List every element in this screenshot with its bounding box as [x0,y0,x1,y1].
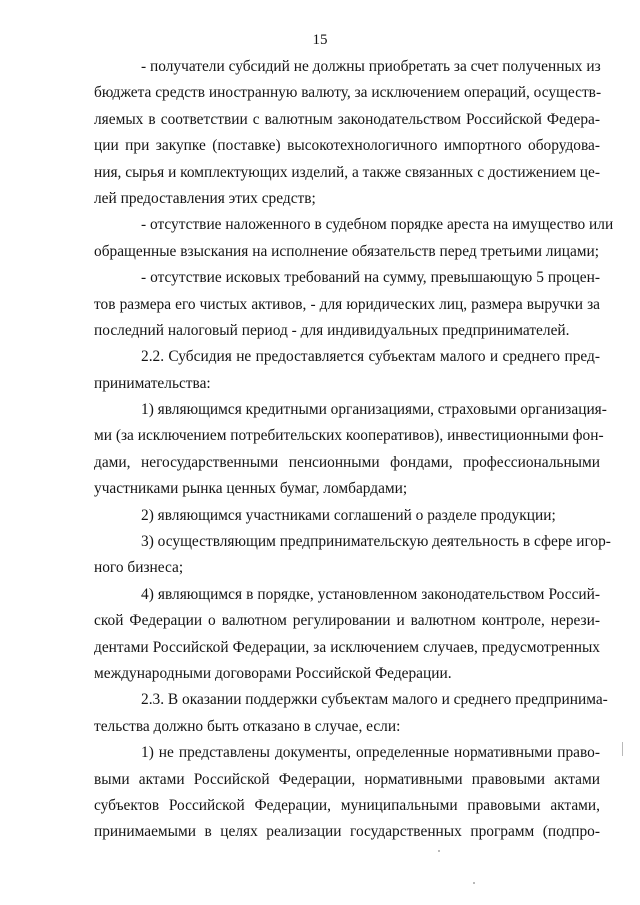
paragraph-line: ции при закупке (поставке) высокотехнологичного импортного оборудова- [94,137,600,155]
paragraph-line: бюджета средств иностранную валюту, за исключением операций, осуществ- [94,84,602,102]
paragraph-line: - отсутствие исковых требований на сумму, превышающую 5 процен- [141,269,600,287]
paragraph-line: принимаемыми в целях реализации государственных программ (подпро- [94,823,600,841]
paragraph [94,265,600,344]
paragraph-line: тов размера его чистых активов, - для юридических лиц, размера выручки за [94,295,600,313]
paragraph-line: ми (за исключением потребительских кооперативов), инвестиционными фон- [94,427,604,445]
paragraph-line: ного бизнеса; [94,559,184,577]
paragraph-line: обращенные взыскания на исполнение обязательств перед третьими лицами; [94,242,600,260]
paragraph [94,212,614,265]
paragraph-line: принимательства: [94,374,211,392]
paragraph-line: 2) являющимся участниками соглашений о разделе продукции; [141,506,556,524]
paragraph [94,740,600,846]
paragraph [94,582,600,688]
paragraph-line: ляемых в соответствии с валютным законодательством Российской Федера- [94,110,600,128]
paragraph-line: 2.2. Субсидия не предоставляется субъектам малого и среднего пред- [141,348,600,366]
paragraph-line: - отсутствие наложенного в судебном порядке ареста на имущество или [141,216,614,234]
scan-speck [438,850,440,852]
paragraph-line: тельства должно быть отказано в случае, если: [94,717,401,735]
scan-speck [473,882,475,884]
paragraph-line: последний налоговый период - для индивидуальных предпринимателей. [94,321,570,339]
paragraph [94,397,607,503]
paragraph-line: дентами Российской Федерации, за исключением случаев, предусмотренных [94,638,600,656]
page-number: 15 [312,32,328,48]
paragraph-line: 1) являющимся кредитными организациями, страховыми организация- [141,401,607,419]
paragraph-line: выми актами Российской Федерации, нормативными правовыми актами [94,770,600,788]
paragraph-line: международными договорами Российской Федерации. [94,664,452,682]
paragraph-line: субъектов Российской Федерации, муниципальными правовыми актами, [94,796,600,814]
paragraph [94,54,600,212]
paragraph-line: - получатели субсидий не должны приобретать за счет полученных из [141,58,601,75]
paragraph [94,503,600,529]
paragraph-line: 4) являющимся в порядке, установленном законодательством Россий- [141,585,600,603]
paragraph-line: участниками рынка ценных бумаг, ломбардами; [94,480,408,498]
scan-speck [622,742,623,756]
paragraph [94,529,611,582]
document-body [94,54,614,846]
paragraph-line: ской Федерации о валютном регулировании и валютном контроле, нерези- [94,612,600,630]
paragraph [94,344,600,397]
paragraph [94,687,608,740]
paragraph-line: лей предоставления этих средств; [94,189,316,207]
paragraph-line: ния, сырья и комплектующих изделий, а также связанных с достижением це- [94,163,600,181]
paragraph-line: дами, негосударственными пенсионными фондами, профессиональными [94,453,600,471]
paragraph-line: 1) не представлены документы, определенные нормативными право- [141,744,600,762]
paragraph-line: 3) осуществляющим предпринимательскую деятельность в сфере игор- [141,533,611,551]
paragraph-line: 2.3. В оказании поддержки субъектам малого и среднего предпринима- [141,691,608,709]
